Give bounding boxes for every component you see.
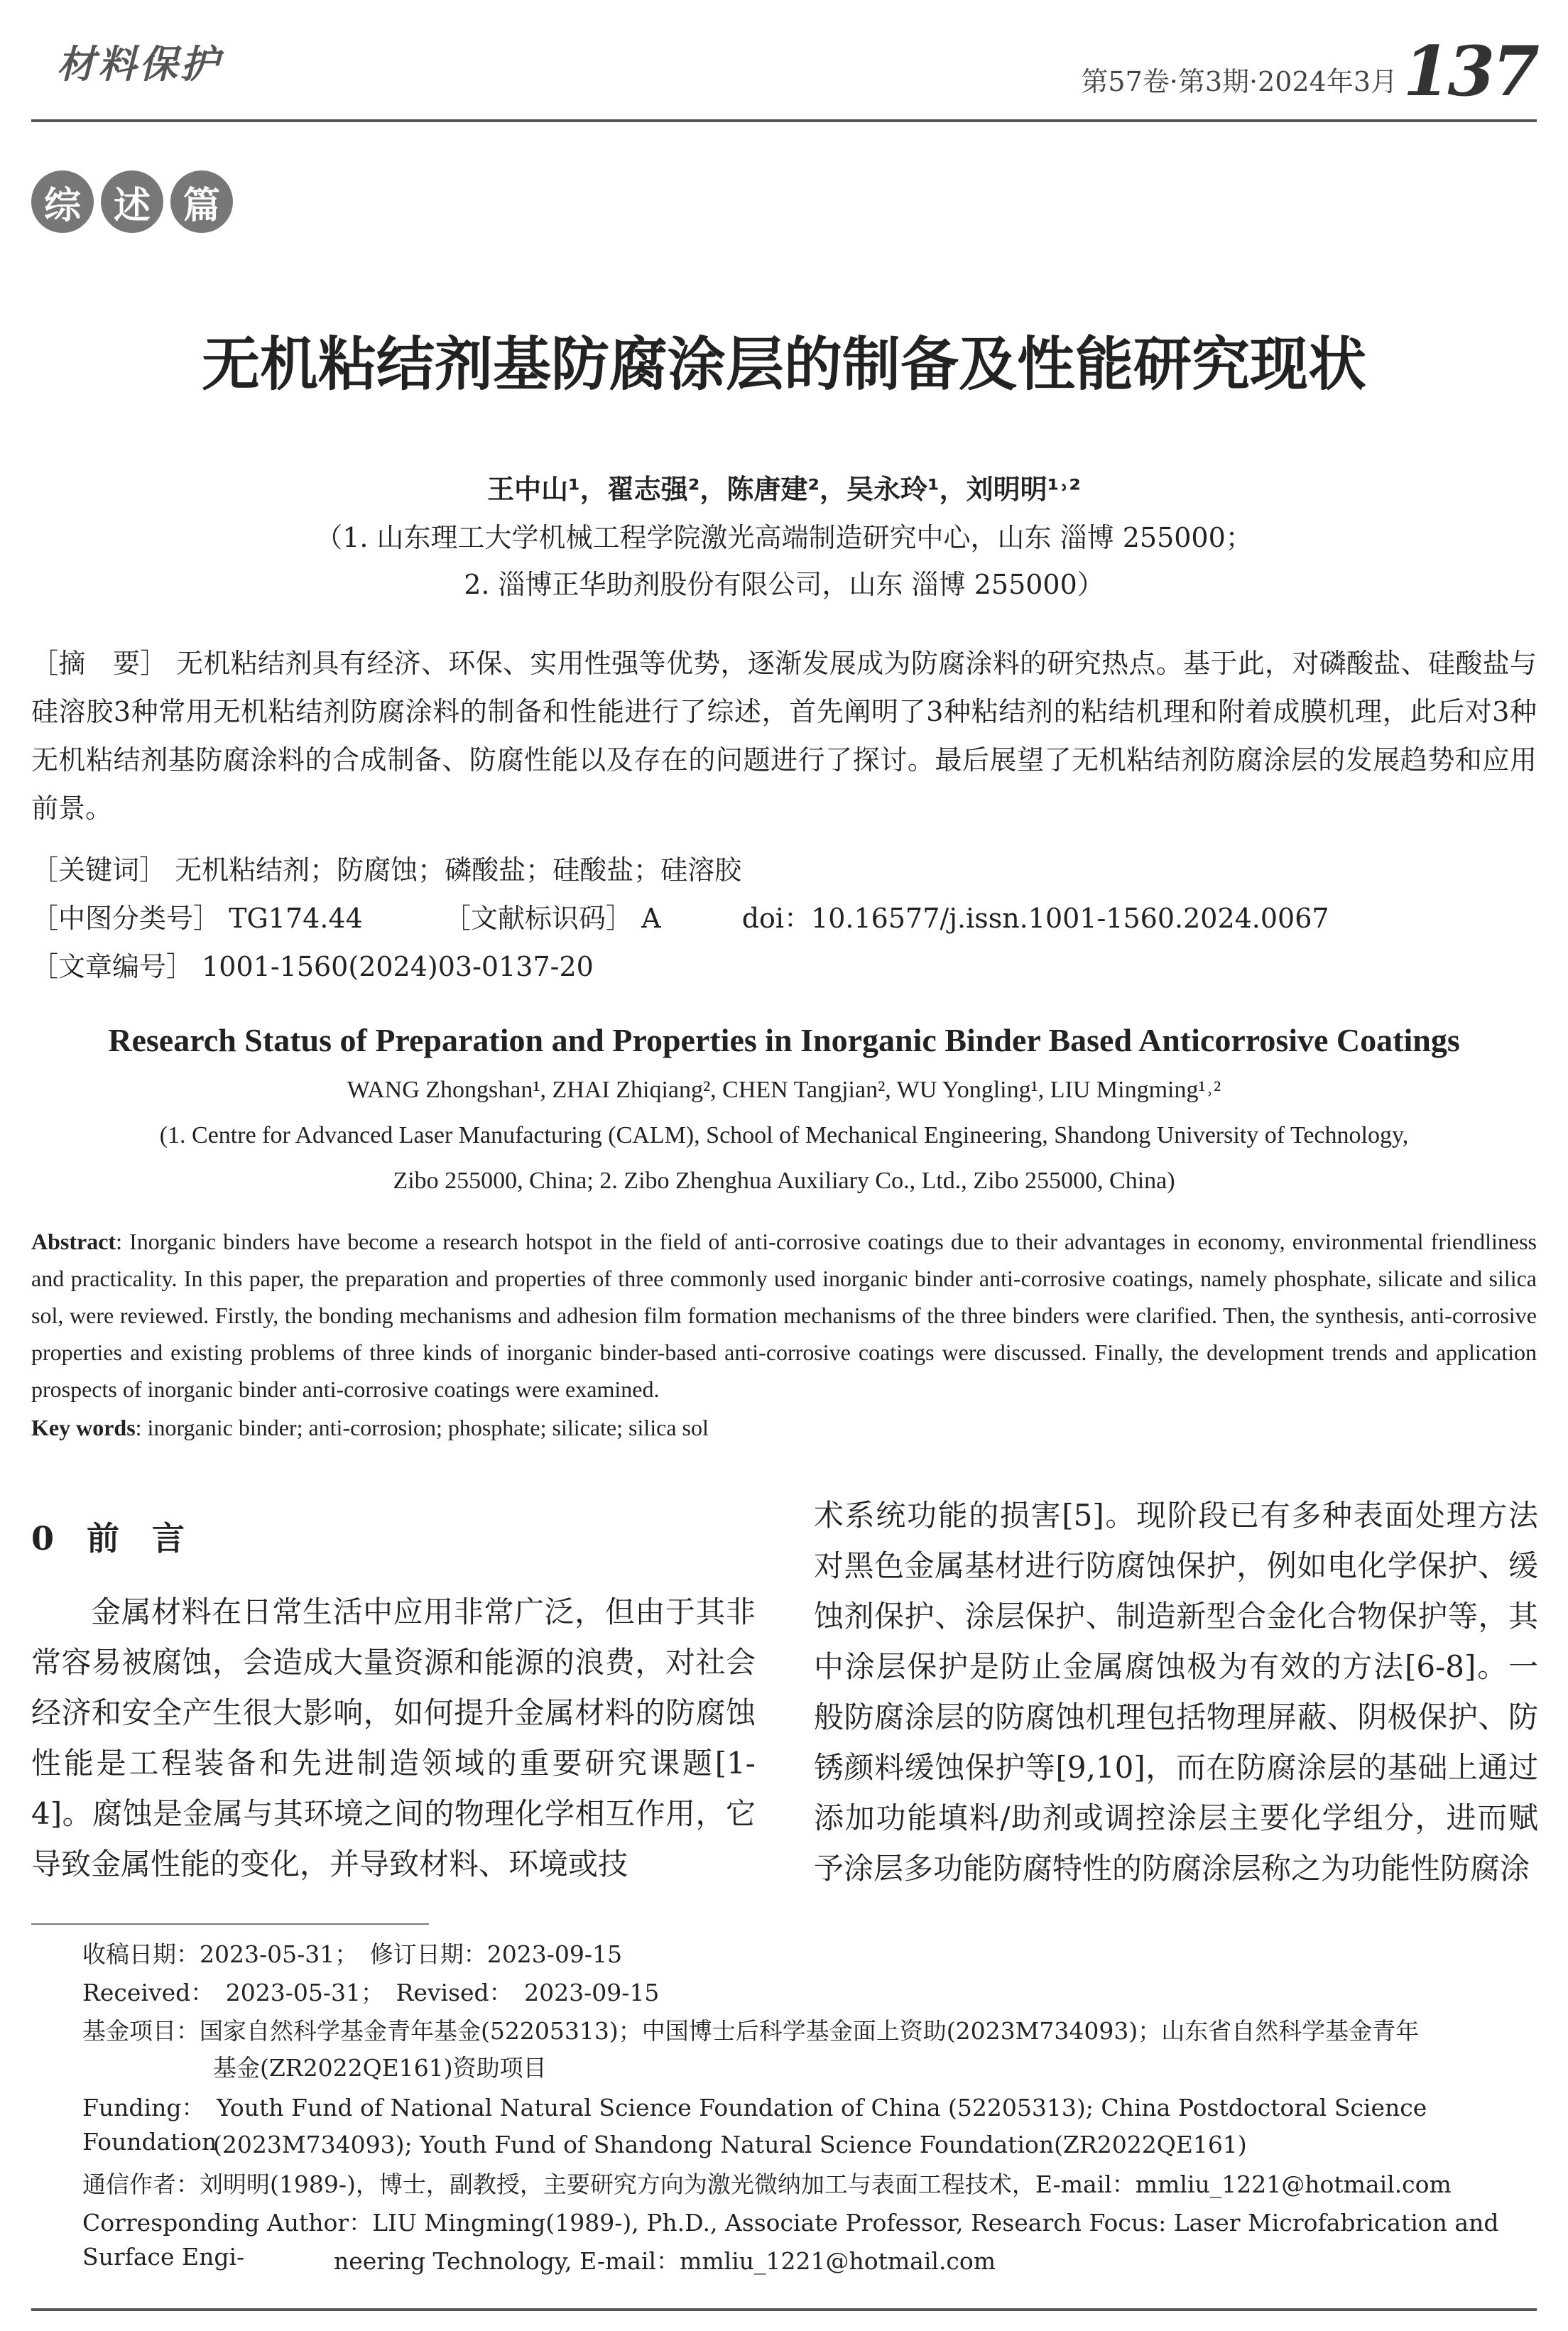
abstract-cn — [31, 639, 1537, 832]
affiliation-cn: 2. 淄博正华助剂股份有限公司，山东 淄博 255000） — [464, 569, 1104, 600]
article-no-value: 1001-1560(2024)03-0137-20 — [202, 951, 594, 982]
english-abstract — [31, 1223, 1537, 1408]
english-keywords — [31, 1415, 709, 1441]
classification-line — [31, 896, 1329, 935]
clc-value: TG174.44 — [229, 903, 363, 934]
footnote-fund-en: Funding： Youth Fund of National Natural Science Foundation of China (52205313); China Postdoctoral Science Foundation — [82, 2094, 1427, 2156]
article-no-label: ［文章编号］ — [31, 951, 194, 982]
section-badges — [31, 170, 233, 233]
article-number-line — [31, 945, 594, 984]
english-abstract-label: Abstract — [31, 1229, 116, 1254]
keywords-cn-label: ［关键词］ — [31, 854, 167, 886]
footnote-received-cn: 收稿日期：2023-05-31； 修订日期：2023-09-15 — [82, 1940, 623, 1968]
journal-name: 材料保护 — [57, 41, 222, 87]
footnote-corresponding-cn: 通信作者：刘明明(1989-)，博士，副教授，主要研究方向为激光微纳加工与表面工程技术，E-mail：mmliu_1221@hotmail.com — [82, 2170, 1452, 2198]
authors-cn: 王中山¹，翟志强²，陈唐建²，吴永玲¹，刘明明¹˒² — [487, 474, 1081, 505]
doc-code-label: ［文献标识码］ — [443, 903, 633, 934]
footnote-fund-en-cont: (2023M734093); Youth Fund of Shandong Natural Science Foundation(ZR2022QE161) — [213, 2131, 1247, 2158]
english-affiliation: Zibo 255000, China; 2. Zibo Zhenghua Auxiliary Co., Ltd., Zibo 255000, China) — [393, 1168, 1175, 1194]
section-heading: 0 前 言 — [31, 1519, 185, 1558]
doi: doi：10.16577/j.issn.1001-1560.2024.0067 — [741, 903, 1329, 934]
footnote-fund-cn: 基金项目：国家自然科学基金青年基金(52205313)；中国博士后科学基金面上资助(2023M734093)；山东省自然科学基金青年 — [82, 2017, 1420, 2045]
english-keywords-text: : inorganic binder; anti-corrosion; phosphate; silicate; silica sol — [135, 1415, 709, 1440]
header-divider — [31, 119, 1537, 122]
doc-code-value: A — [641, 903, 661, 934]
english-title: Research Status of Preparation and Properties in Inorganic Binder Based Anticorrosive Coatings — [108, 1022, 1460, 1058]
footnote-corresponding-en-cont: neering Technology, E-mail：mmliu_1221@hotmail.com — [334, 2247, 996, 2275]
english-abstract-text: : Inorganic binders have become a research hotspot in the field of anti-corrosive coatings due to their advantages in economy, environmental friendliness and practicality. In this paper, the preparation and properties of three commonly used inorganic binder anti-corrosive coatings, namely phosphate, silicate and silica sol, were reviewed. Firstly, the bonding mechanisms and adhesion film formation mechanisms of the three binders were clarified. Then, the synthesis, anti-corrosive properties and existing problems of three kinds of inorganic binder-based anti-corrosive coatings were discussed. Finally, the development trends and application prospects of inorganic binder anti-corrosive coatings were examined. — [31, 1229, 1537, 1402]
footnote-corresponding-en: Corresponding Author：LIU Mingming(1989-), Ph.D., Associate Professor, Research Focus: Laser Microfabrication and Surface Engi- — [82, 2209, 1499, 2271]
english-authors: WANG Zhongshan¹, ZHAI Zhiqiang², CHEN Tangjian², WU Yongling¹, LIU Mingming¹˒² — [347, 1077, 1221, 1103]
abstract-cn-label: ［摘 要］ — [31, 648, 168, 679]
english-affiliation: (1. Centre for Advanced Laser Manufacturing (CALM), School of Mechanical Engineering, Shandong University of Technology, — [159, 1122, 1409, 1148]
keywords-cn — [31, 848, 741, 887]
abstract-cn-text: 无机粘结剂具有经济、环保、实用性强等优势，逐渐发展成为防腐涂料的研究热点。基于此，对磷酸盐、硅酸盐与硅溶胶3种常用无机粘结剂防腐涂料的制备和性能进行了综述，首先阐明了3种粘结剂的粘结机理和附着成膜机理，此后对3种无机粘结剂基防腐涂料的合成制备、防腐性能以及存在的问题进行了探讨。最后展望了无机粘结剂防腐涂层的发展趋势和应用前景。 — [31, 648, 1537, 824]
affiliation-cn: （1. 山东理工大学机械工程学院激光高端制造研究中心，山东 淄博 255000； — [315, 522, 1253, 553]
body-column-right: 术系统功能的损害[5]。现阶段已有多种表面处理方法对黑色金属基材进行防腐蚀保护，例如电化学保护、缓蚀剂保护、涂层保护、制造新型合金化合物保护等，其中涂层保护是防止金属腐蚀极为有效的方法[6-8]。一般防腐涂层的防腐蚀机理包括物理屏蔽、阴极保护、防锈颜料缓蚀保护等[9,10]，而在防腐涂层的基础上通过添加功能填料/助剂或调控涂层主要化学组分，进而赋予涂层多功能防腐特性的防腐涂层称之为功能性防腐涂 — [814, 1498, 1538, 1886]
footnote-divider — [31, 1923, 429, 1925]
body-column-left: 金属材料在日常生活中应用非常广泛，但由于其非常容易被腐蚀，会造成大量资源和能源的浪费，对社会经济和安全产生很大影响，如何提升金属材料的防腐蚀性能是工程装备和先进制造领域的重要研究课题[1-4]。腐蚀是金属与其环境之间的物理化学相互作用，它导致金属性能的变化，并导致材料、环境或技 — [31, 1594, 756, 1881]
paper-title: 无机粘结剂基防腐涂层的制备及性能研究现状 — [201, 331, 1366, 398]
section-badge: 综 — [31, 170, 94, 233]
footnote-received-en: Received： 2023-05-31； Revised： 2023-09-15 — [82, 1979, 660, 2006]
section-badge: 述 — [101, 170, 163, 233]
keywords-cn-text: 无机粘结剂；防腐蚀；磷酸盐；硅酸盐；硅溶胶 — [175, 854, 742, 886]
footnote-fund-cn-cont: 基金(ZR2022QE161)资助项目 — [213, 2054, 547, 2082]
english-keywords-label: Key words — [31, 1415, 136, 1440]
footer-divider — [31, 2308, 1537, 2311]
issue-info: 第57卷·第3期·2024年3月 — [1081, 66, 1398, 97]
page-number: 137 — [1403, 31, 1537, 112]
clc-label: ［中图分类号］ — [31, 903, 221, 934]
section-badge: 篇 — [170, 170, 233, 233]
